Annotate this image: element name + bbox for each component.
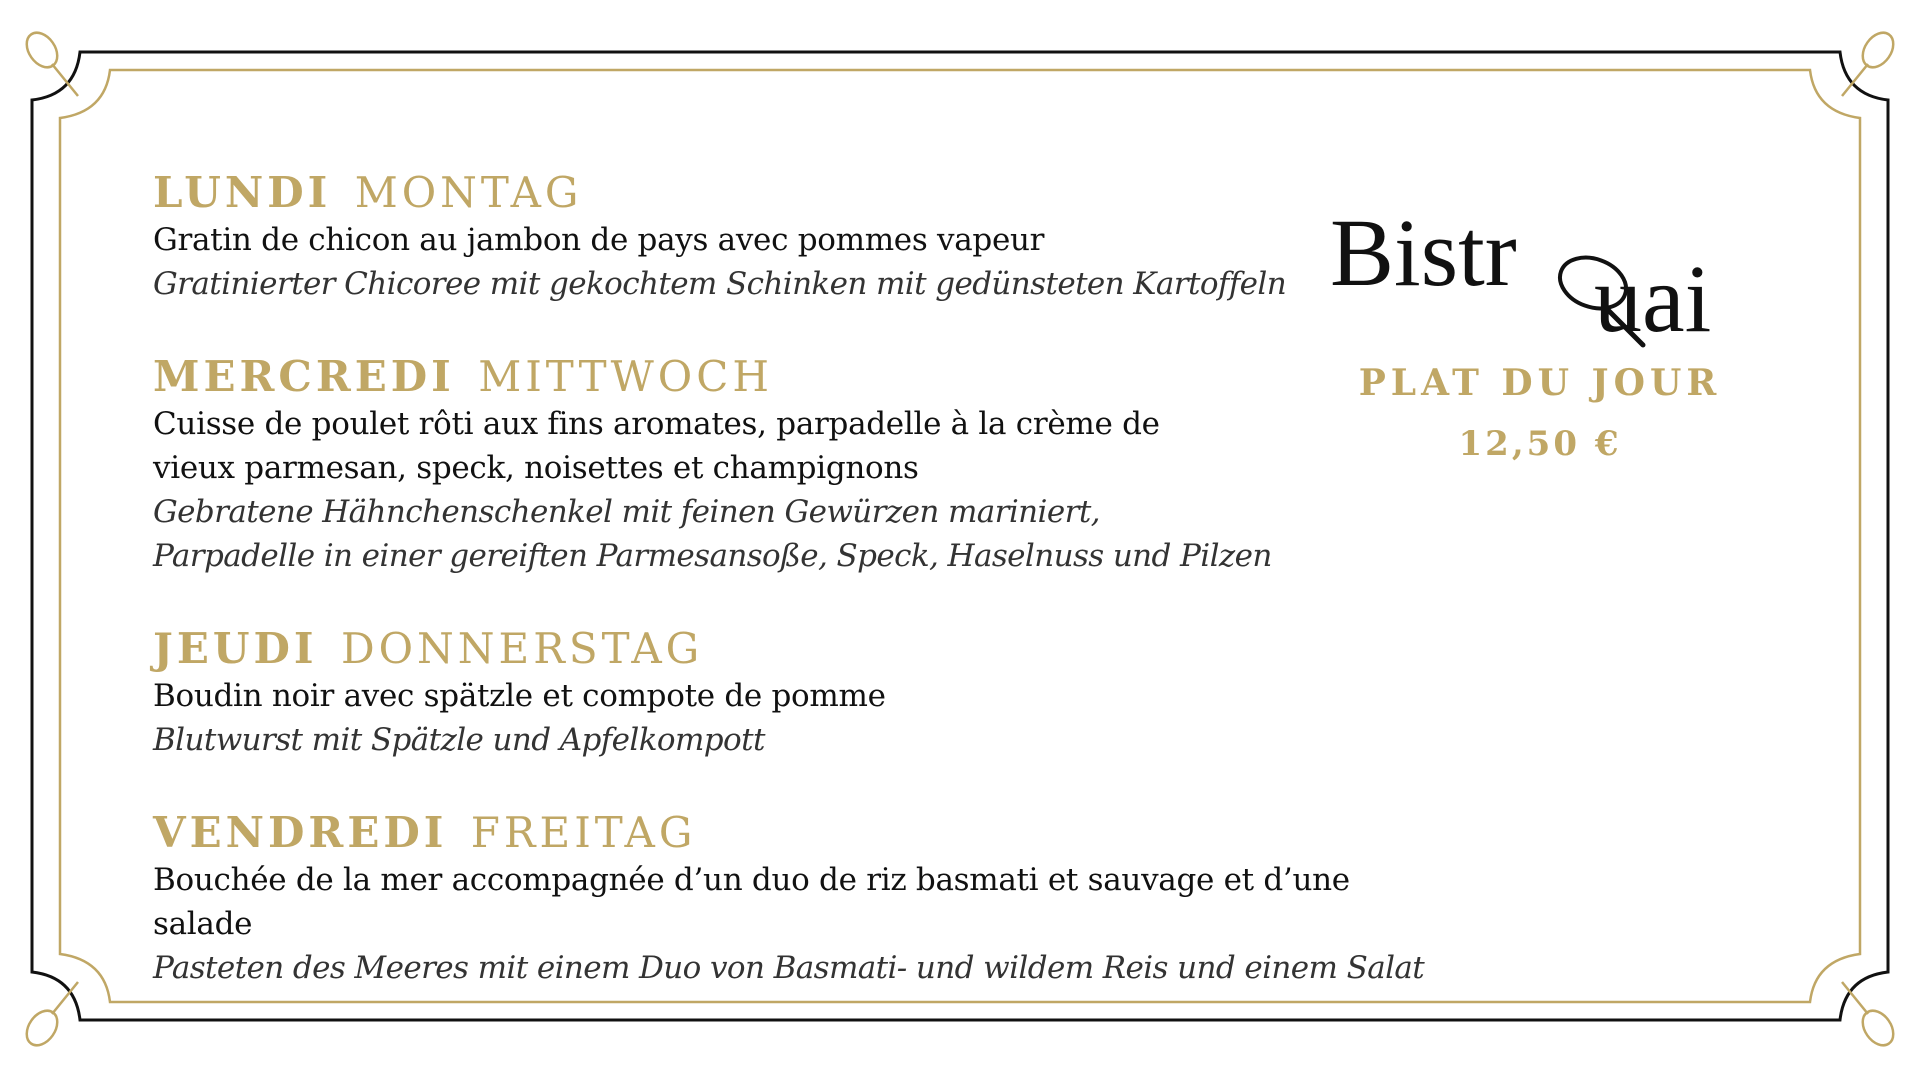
day-heading: [153, 808, 1453, 858]
day-name-de: FREITAG: [470, 808, 697, 857]
brand-name-part2: uai: [1594, 245, 1712, 352]
menu-day-thursday: [153, 624, 1453, 762]
day-name-de: MONTAG: [354, 168, 583, 217]
corner-ornament-bottom-right: [1842, 982, 1900, 1051]
day-name-fr: JEUDI: [153, 624, 318, 673]
menu-day-monday: [153, 168, 1453, 306]
brand-name-part1: Bistr: [1330, 199, 1517, 306]
corner-ornament-top-left: [20, 27, 78, 96]
dish-de: Gratinierter Chicoree mit gekochtem Schinken mit gedünsteten Kartoffeln: [153, 266, 1287, 302]
weekly-menu: [153, 168, 1453, 1036]
brand-logo: [1320, 195, 1760, 365]
dish-fr: Gratin de chicon au jambon de pays avec pommes vapeur: [153, 222, 1045, 258]
dish-fr: Cuisse de poulet rôti aux fins aromates, parpadelle à la crème de vieux parmesan, speck, noisettes et champignons: [153, 406, 1160, 486]
dish-de: Blutwurst mit Spätzle und Apfelkompott: [153, 722, 765, 758]
corner-ornament-bottom-left: [20, 982, 78, 1051]
dish-fr: Bouchée de la mer accompagnée d’un duo de riz basmati et sauvage et d’une salade: [153, 862, 1350, 942]
day-name-fr: MERCREDI: [153, 352, 455, 401]
day-name-de: DONNERSTAG: [340, 624, 704, 673]
day-heading: [153, 624, 1453, 674]
menu-day-wednesday: [153, 352, 1453, 578]
corner-ornament-top-right: [1842, 27, 1900, 96]
day-name-fr: LUNDI: [153, 168, 332, 217]
dish-de: Pasteten des Meeres mit einem Duo von Basmati- und wildem Reis und einem Salat: [153, 950, 1425, 986]
special-label: PLAT DU JOUR: [1358, 362, 1722, 404]
dish-fr: Boudin noir avec spätzle et compote de pomme: [153, 678, 886, 714]
daily-special: [1320, 358, 1760, 468]
day-heading: [153, 168, 1453, 218]
day-heading: [153, 352, 1453, 402]
dish-de: Gebratene Hähnchenschenkel mit feinen Gewürzen mariniert, Parpadelle in einer gereiften Parmesansoße, Speck, Haselnuss und Pilzen: [153, 494, 1272, 574]
special-price: 12,50 €: [1458, 424, 1622, 464]
day-name-de: MITTWOCH: [478, 352, 773, 401]
menu-day-friday: [153, 808, 1453, 990]
day-name-fr: VENDREDI: [153, 808, 448, 857]
